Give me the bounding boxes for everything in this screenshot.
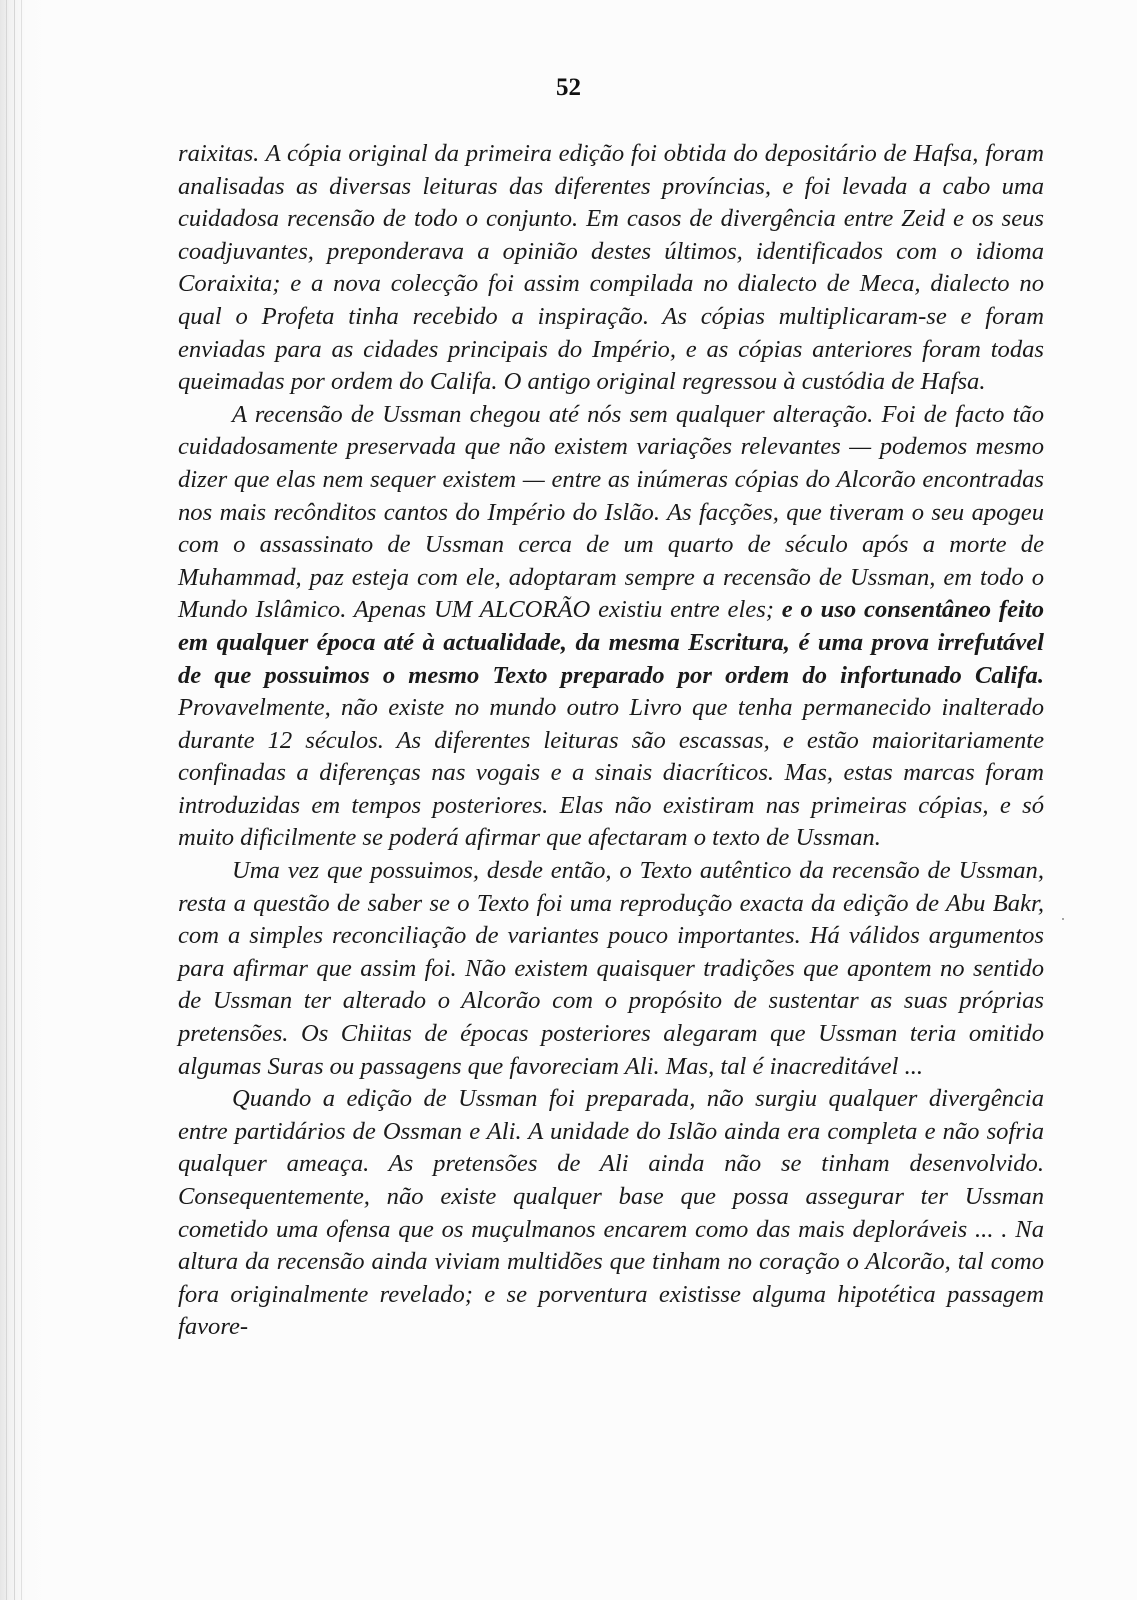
paper-speck (1062, 918, 1064, 920)
body-text (178, 138, 1044, 1344)
paragraph (178, 399, 1044, 855)
page-number: 52 (556, 74, 581, 101)
binding-shadow-line (21, 0, 22, 1600)
text-run: raixitas. A cópia original da primeira edição foi obtida do depositário de Hafsa, foram analisadas as diversas leituras das diferentes províncias, e foi levada a cabo uma cuidadosa recensão de todo o conjunto. Em casos de divergência entre Zeid e os seus coadjuvantes, preponderava a opinião destes últimos, identificados com o idioma Coraixita; e a nova colecção foi assim compilada no dialecto de Meca, dialecto no qual o Profeta tinha recebido a inspiração. As cópias multiplicaram-se e foram enviadas para as cidades principais do Império, e as cópias anteriores foram todas queimadas por ordem do Califa. O antigo original regressou à custódia de Hafsa. (178, 140, 1044, 396)
emphasized-text: e o uso consentâneo feito em qualquer época até à actualidade, da mesma Escritura, é uma prova irrefutável de que possuimos o mesmo Texto preparado por ordem do infortunado Califa. (178, 596, 1044, 689)
text-run: Provavelmente, não existe no mundo outro Livro que tenha permanecido inalterado durante 12 séculos. As diferentes leituras são escassas, e estão maioritariamente confinadas a diferenças nas vogais e a sinais diacríticos. Mas, estas marcas foram introduzidas em tempos posteriores. Elas não existiram nas primeiras cópias, e só muito dificilmente se poderá afirmar que afectaram o texto de Ussman. (178, 694, 1044, 852)
text-run: Quando a edição de Ussman foi preparada, não surgiu qualquer divergência entre partidários de Ossman e Ali. A unidade do Islão ainda era completa e não sofria qualquer ameaça. As pretensões de Ali ainda não se tinham desenvolvido. Consequentemente, não existe qualquer base que possa assegurar ter Ussman cometido uma ofensa que os muçulmanos encarem como das mais deploráveis ... . Na altura da recensão ainda viviam multidões que tinham no coração o Alcorão, tal como fora originalmente revelado; e se porventura existisse alguma hipotética passagem favore- (178, 1085, 1044, 1341)
text-run: A recensão de Ussman chegou até nós sem qualquer alteração. Foi de facto tão cuidadosamente preservada que não existem variações relevantes — podemos mesmo dizer que elas nem sequer existem — entre as inúmeras cópias do Alcorão encontradas nos mais recônditos cantos do Império do Islão. As facções, que tiveram o seu apogeu com o assassinato de Ussman cerca de um quarto de século após a morte de Muhammad, paz esteja com ele, adoptaram sempre a recensão de Ussman, em todo o Mundo Islâmico. Apenas UM ALCORÃO existiu entre eles; (178, 400, 1044, 624)
paragraph (178, 138, 1044, 399)
text-run: Uma vez que possuimos, desde então, o Texto autêntico da recensão de Ussman, resta a questão de saber se o Texto foi uma reprodução exacta da edição de Abu Bakr, com a simples reconciliação de variantes pouco importantes. Há válidos argumentos para afirmar que assim foi. Não existem quaisquer tradições que apontem no sentido de Ussman ter alterado o Alcorão com o propósito de sustentar as suas próprias pretensões. Os Chiitas de épocas posteriores alegaram que Ussman teria omitido algumas Suras ou passagens que favoreciam Ali. Mas, tal é inacreditável ... (178, 857, 1044, 1080)
paragraph (178, 855, 1044, 1083)
binding-shadow-line (6, 0, 7, 1600)
paragraph (178, 1083, 1044, 1344)
binding-shadow-line (14, 0, 15, 1600)
